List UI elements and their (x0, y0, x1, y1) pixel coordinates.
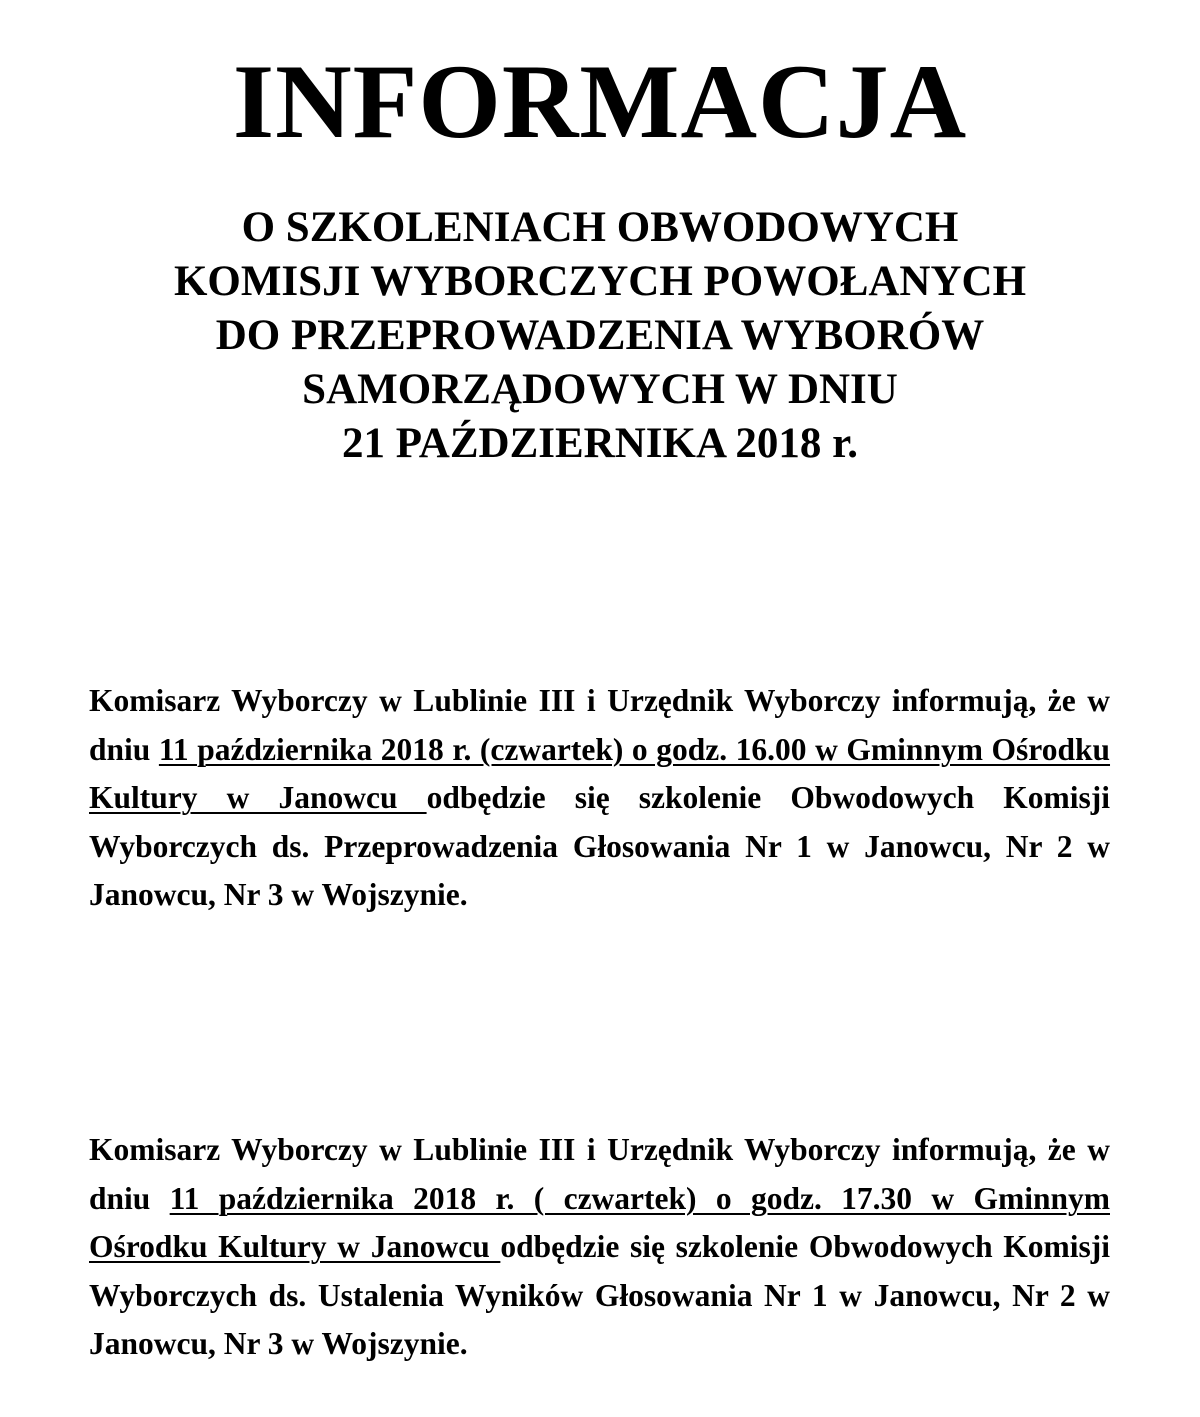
subtitle (0, 201, 1200, 471)
subtitle-line: DO PRZEPROWADZENIA WYBORÓW (215, 312, 985, 359)
announcement-paragraph-2 (89, 1126, 1110, 1369)
announcement-paragraph-1 (89, 677, 1110, 920)
paragraph-intro: Komisarz Wyborczy w Lublinie III i Urzędnik Wyborczy informują, że w dniu (89, 683, 1110, 767)
page-title: INFORMACJA (232, 43, 968, 160)
paragraph-rest: odbędzie się szkolenie Obwodowych Komisji Wyborczych ds. Ustalenia Wyników Głosowania Nr 1 w Janowcu, Nr 2 w Janowcu, Nr 3 w Wojszynie. (89, 1229, 1110, 1362)
paragraph-intro: Komisarz Wyborczy w Lublinie III i Urzędnik Wyborczy informują, że w dniu (89, 1132, 1110, 1216)
date-location-underlined: 11 października 2018 r. (czwartek) o godz. 16.00 w Gminnym Ośrodku Kultury w Janowcu (89, 731, 1111, 816)
subtitle-line: KOMISJI WYBORCZYCH POWOŁANYCH (173, 258, 1027, 305)
date-location-underlined: 11 października 2018 r. ( czwartek) o godz. 17.30 w Gminnym Ośrodku Kultury w Janowcu (89, 1180, 1110, 1265)
subtitle-line: 21 PAŹDZIERNIKA 2018 r. (341, 420, 859, 467)
subtitle-line: O SZKOLENIACH OBWODOWYCH (241, 204, 959, 251)
subtitle-line: SAMORZĄDOWYCH W DNIU (302, 366, 898, 413)
paragraph-rest: odbędzie się szkolenie Obwodowych Komisji Wyborczych ds. Przeprowadzenia Głosowania Nr 1 w Janowcu, Nr 2 w Janowcu, Nr 3 w Wojszynie. (89, 780, 1111, 913)
